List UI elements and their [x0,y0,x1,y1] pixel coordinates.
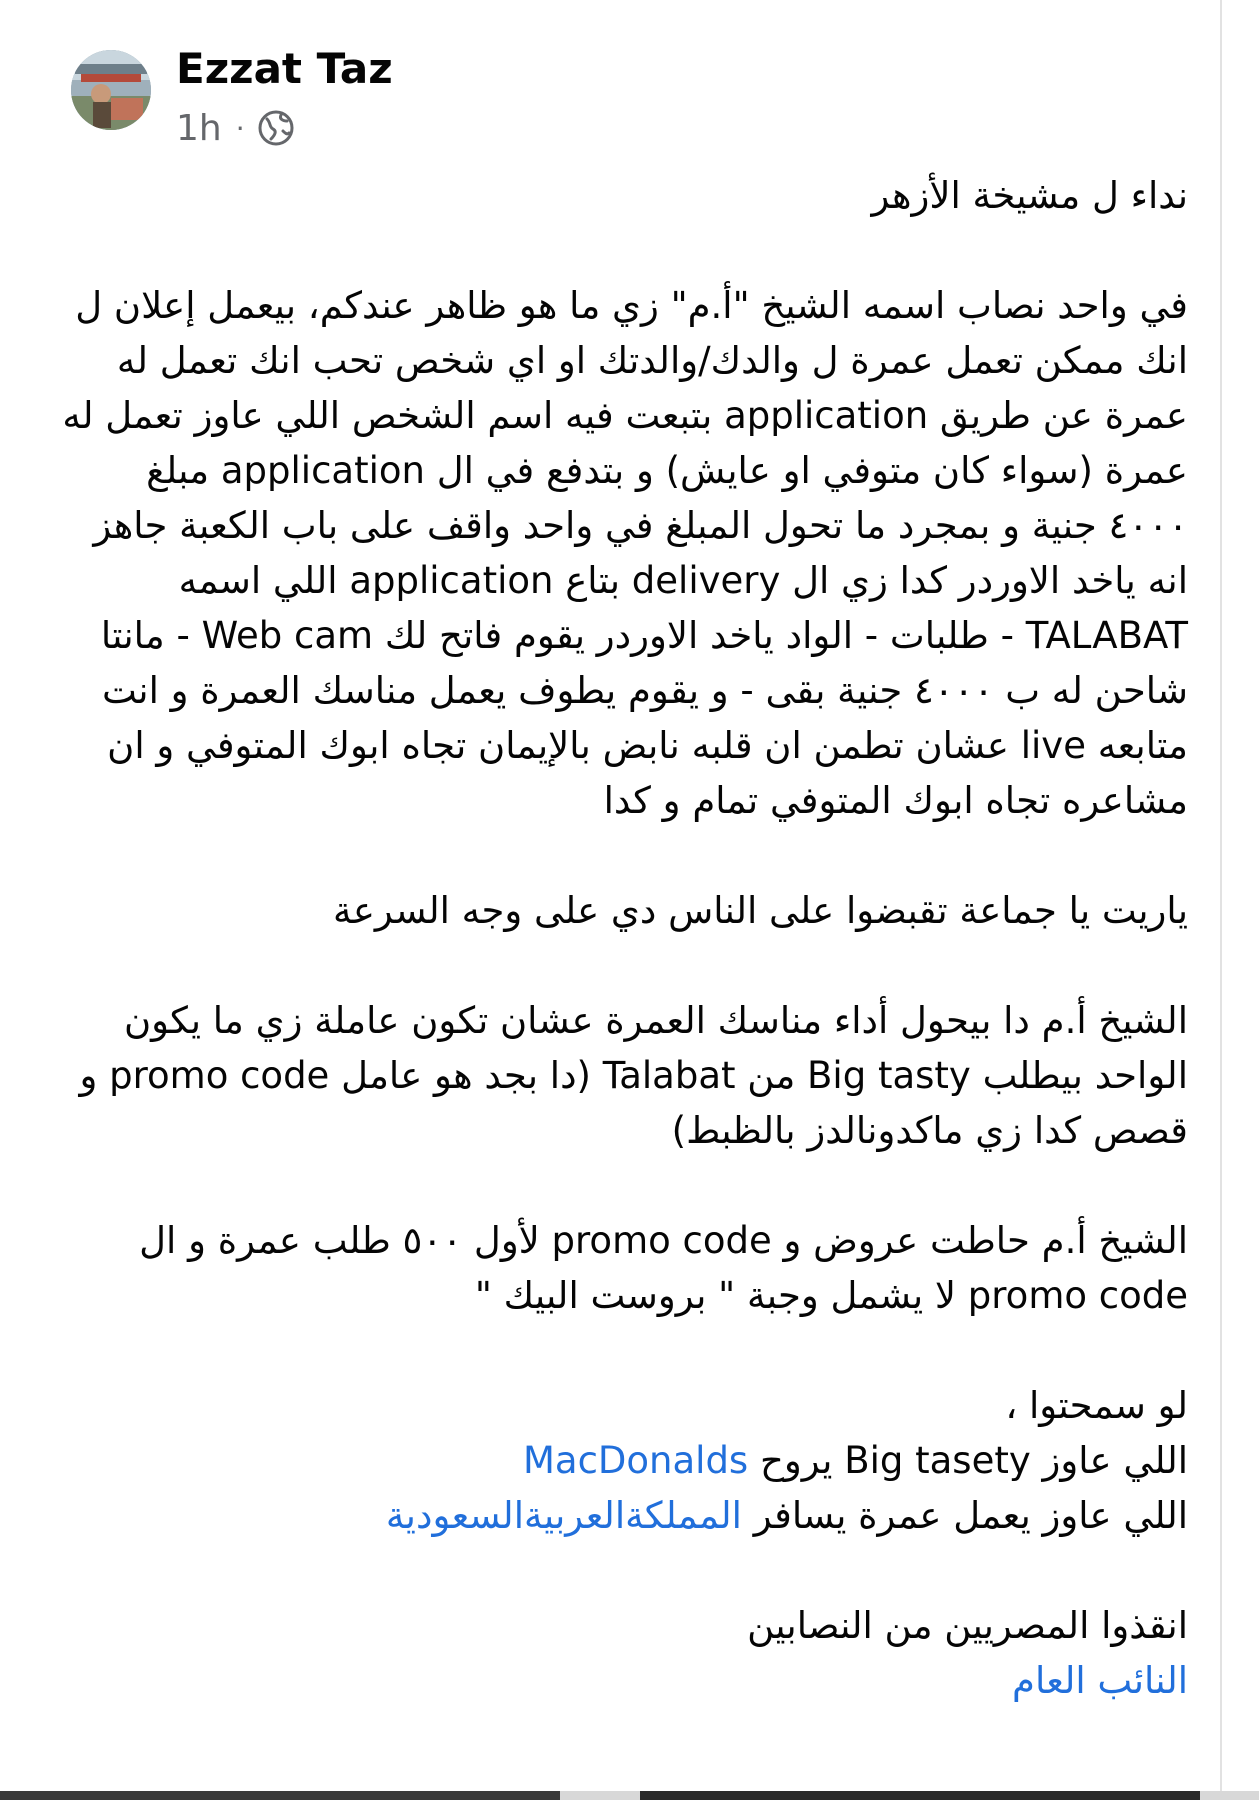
save-egyptians-line: انقذوا المصريين من النصابين [747,1604,1188,1647]
paragraph-big-tasty: الشيخ أ.م دا بيحول أداء مناسك العمرة عشان تكون عاملة زي ما يكون الواحد بيطلب Big tasty من Talabat (دا بجد هو عامل promo code و قصص كدا زي ماكدونالدز بالظبط) [79,999,1188,1152]
paragraph-closing [60,1598,1188,1708]
bottom-strip-left [0,1791,560,1800]
globe-icon[interactable] [257,109,295,147]
bottom-strip [0,1791,1259,1800]
big-tasety-text: اللي عاوز Big tasety يروح [759,1439,1188,1482]
post-meta [176,104,295,152]
please-line: لو سمحتوا ، [1005,1384,1188,1427]
paragraph-heading: نداء ل مشيخة الأزهر [871,174,1188,217]
paragraph-request: ياريت يا جماعة تقبضوا على الناس دي على وجه السرعة [333,889,1188,932]
paragraph-please [60,1378,1188,1543]
umrah-text: اللي عاوز يعمل عمرة يسافر [753,1494,1188,1537]
post-body [60,168,1188,1708]
macdonalds-link[interactable]: MacDonalds [522,1439,749,1482]
paragraph-scam-description: في واحد نصاب اسمه الشيخ "أ.م" زي ما هو ظاهر عندكم، بيعمل إعلان ل انك ممكن تعمل عمرة ل والدك/والدتك او اي شخص تحب انك تعمل له عمرة عن طريق application بتبعت فيه اسم الشخص اللي عاوز تعمل له عمرة (سواء كان متوفي او عايش) و بتدفع في ال application مبلغ ٤٠٠٠ جنية و بمجرد ما تحول المبلغ في واحد واقف على باب الكعبة جاهز انه ياخد الاوردر كدا زي ال delivery بتاع application اللي اسمه TALABAT - طلبات - الواد ياخد الاوردر يقوم فاتح لك Web cam - مانتا شاحن له ب ٤٠٠٠ جنية بقى - و يقوم يطوف يعمل مناسك العمرة و انت متابعه live عشان تطمن ان قلبه نابض بالإيمان تجاه ابوك المتوفي و ان مشاعره تجاه ابوك المتوفي تمام و كدا [62,284,1188,822]
card-border [1220,0,1222,1800]
avatar[interactable] [71,50,151,130]
meta-separator: · [235,111,245,145]
paragraph-promo-code: الشيخ أ.م حاطت عروض و promo code لأول ٥٠٠ طلب عمرة و ال promo code لا يشمل وجبة " بروست البيك " [139,1219,1188,1317]
big-tasety-line [60,1433,1188,1488]
umrah-line [60,1488,1188,1543]
post-time[interactable]: 1h [176,107,222,149]
saudi-arabia-link[interactable]: المملكةالعربيةالسعودية [385,1494,742,1537]
bottom-strip-right [640,1791,1200,1800]
author-name[interactable]: Ezzat Taz [176,44,393,93]
public-prosecutor-link[interactable]: النائب العام [1012,1659,1188,1702]
avatar-photo [71,50,151,130]
